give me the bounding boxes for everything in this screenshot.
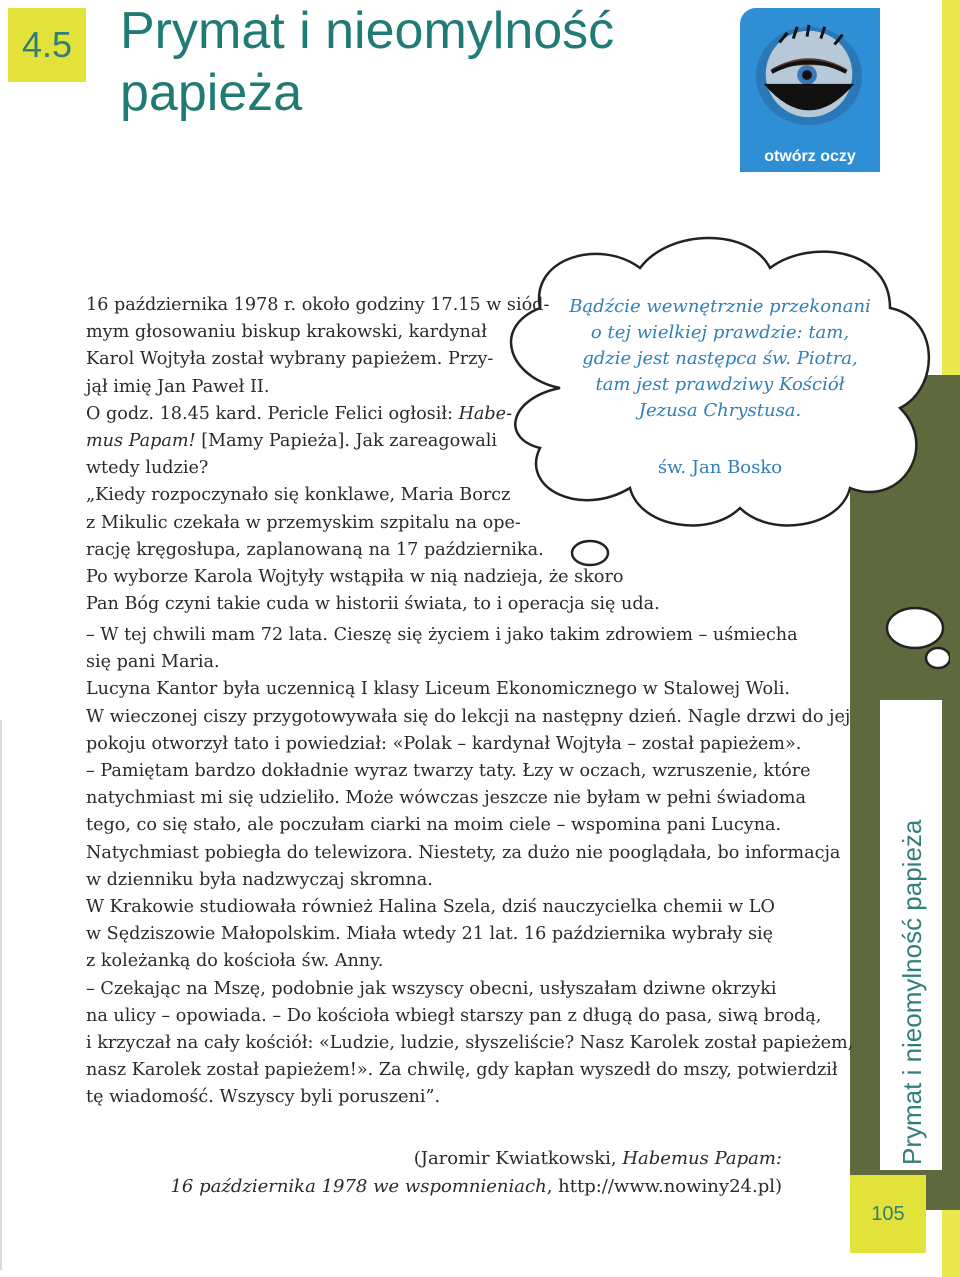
text-line: Natychmiast pobiegła do telewizora. Niestety, za dużo nie pooglądała, bo informacja: [86, 842, 841, 863]
text-line: Pan Bóg czyni takie cuda w historii świata, to i operacja się uda.: [86, 594, 660, 615]
citation-title: Habemus Papam:: [622, 1148, 782, 1169]
page-number: 105: [850, 1175, 926, 1253]
text-line: i krzyczał na cały kościół: «Ludzie, ludzie, słyszeliście? Nasz Karolek został papieżem,: [86, 1033, 854, 1054]
text-line: tę wiadomość. Wszyscy byli poruszeni”.: [86, 1087, 441, 1108]
citation-url: , http://www.nowiny24.pl): [546, 1176, 782, 1197]
latin-phrase: Habe-: [458, 403, 513, 424]
citation-line: [86, 1145, 782, 1173]
page-title-line1: Prymat i nieomylność: [120, 2, 615, 60]
quote-line: o tej wielkiej prawdzie: tam,: [590, 322, 850, 343]
text-span: [Mamy Papieża]. Jak zareagowali: [195, 431, 498, 452]
quote-line: tam jest prawdziwy Kościół: [595, 374, 845, 395]
text-line: tego, co się stało, ale poczułam ciarki na moim ciele – wspomina pani Lucyna.: [86, 815, 782, 836]
text-line: pokoju otworzył tato i powiedział: «Polak – kardynał Wojtyła – został papieżem».: [86, 733, 802, 754]
text-line: natychmiast mi się udzieliło. Może wówczas jeszcze nie byłam w pełni świadoma: [86, 788, 806, 809]
text-line: – W tej chwili mam 72 lata. Cieszę się życiem i jako takim zdrowiem – uśmiecha: [86, 625, 798, 645]
text-line: nasz Karolek został papieżem!». Za chwilę, gdy kapłan wyszedł do mszy, potwierdził: [86, 1060, 838, 1081]
source-citation: [86, 1145, 782, 1201]
text-line: rację kręgosłupa, zaplanowaną na 17 października.: [86, 539, 544, 560]
article-intro: [86, 292, 660, 618]
text-line: – Czekając na Mszę, podobnie jak wszyscy obecni, usłyszałam dziwne okrzyki: [86, 978, 777, 999]
text-line: [86, 428, 660, 455]
page-title: [120, 0, 720, 124]
text-line: Lucyna Kantor była uczennicą I klasy Liceum Ekonomicznego w Stalowej Woli.: [86, 679, 790, 700]
text-line: jął imię Jan Paweł II.: [86, 376, 270, 397]
page-title-line2: papieża: [120, 64, 303, 122]
section-number-badge: 4.5: [8, 8, 86, 82]
vertical-chapter-title: Prymat i nieomylność papieża: [897, 819, 927, 1165]
text-line: na ulicy – opowiada. – Do kościoła wbiegł starszy pan z długą do pasa, siwą brodą,: [86, 1005, 822, 1026]
latin-phrase: mus Papam!: [86, 431, 196, 452]
citation-line: [86, 1173, 782, 1201]
text-line: W Krakowie studiowała również Halina Szela, dziś nauczycielka chemii w LO: [86, 897, 775, 918]
margin-rule: [0, 720, 2, 1270]
quote-line: Bądźcie wewnętrznie przekonani: [569, 296, 871, 317]
text-line: 16 października 1978 r. około godziny 17.15 w siód-: [86, 295, 550, 315]
open-eyes-label: otwórz oczy: [764, 148, 856, 165]
text-line: z Mikulic czekała w przemyskim szpitalu na ope-: [86, 512, 521, 533]
text-line: [86, 401, 660, 428]
text-line: W wieczonej ciszy przygotowywała się do lekcji na następny dzień. Nagle drzwi do jej: [86, 706, 851, 727]
text-line: – Pamiętam bardzo dokładnie wyraz twarzy taty. Łzy w oczach, wzruszenie, które: [86, 761, 811, 782]
text-line: „Kiedy rozpoczynało się konklawe, Maria Borcz: [86, 485, 511, 506]
citation-subtitle: 16 października 1978 we wspomnieniach: [170, 1176, 547, 1197]
text-line: się pani Maria.: [86, 652, 220, 673]
text-line: Karol Wojtyła został wybrany papieżem. Przy-: [86, 349, 494, 370]
text-line: w Sędziszowie Małopolskim. Miała wtedy 21 lat. 16 października wybrały się: [86, 924, 774, 945]
eye-icon: [750, 18, 868, 130]
text-line: w dzienniku była nadzwyczaj skromna.: [86, 869, 433, 890]
text-line: mym głosowaniu biskup krakowski, kardynał: [86, 322, 487, 343]
text-span: O godz. 18.45 kard. Pericle Felici ogłosił:: [86, 403, 459, 424]
open-eyes-badge: [740, 8, 880, 172]
text-line: Po wyborze Karola Wojtyły wstąpiła w nią nadzieja, że skoro: [86, 567, 624, 588]
text-line: z koleżanką do kościoła św. Anny.: [86, 951, 384, 972]
quote-line: Jezusa Chrystusa.: [638, 400, 802, 421]
quote-line: gdzie jest następca św. Piotra,: [582, 348, 858, 369]
quote-author: św. Jan Bosko: [657, 457, 783, 478]
text-line: wtedy ludzie?: [86, 458, 209, 479]
citation-author: (Jaromir Kwiatkowski,: [413, 1148, 623, 1169]
article-body: [86, 622, 853, 1112]
